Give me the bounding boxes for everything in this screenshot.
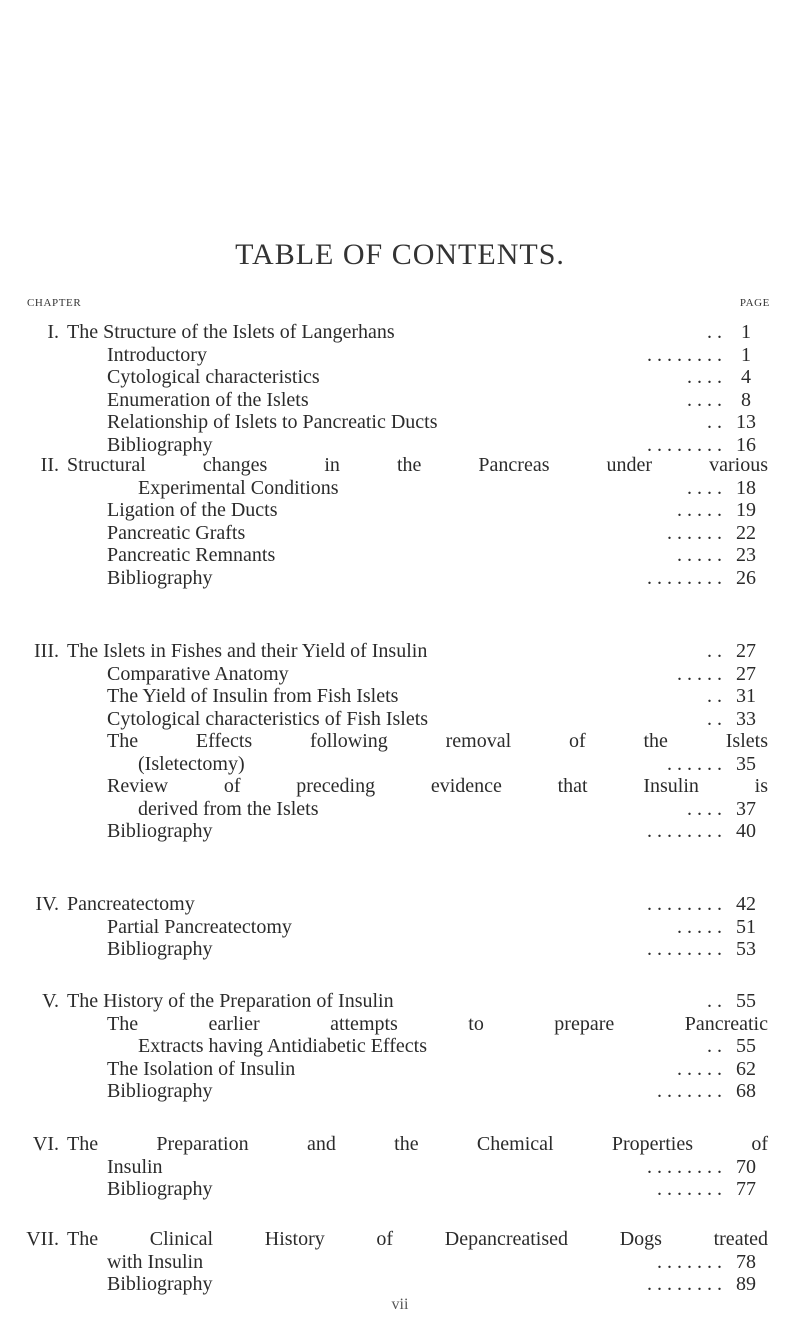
toc-chapter-title xyxy=(0,892,800,916)
toc-entry xyxy=(0,1012,800,1036)
toc-entry-text: Experimental Conditions xyxy=(138,476,339,499)
toc-page-number: 23 xyxy=(736,544,756,566)
leader-dots: . . . . . xyxy=(677,544,722,566)
toc-page-number: 37 xyxy=(736,797,756,820)
toc-entry-text: The Isolation of Insulin xyxy=(107,1057,296,1080)
chapter-numeral-text: V. xyxy=(42,990,59,1012)
toc-entry-text: Bibliography xyxy=(107,820,213,842)
toc-entry xyxy=(0,915,800,939)
toc-entry-text: (Isletectomy) xyxy=(138,752,245,775)
toc-entry xyxy=(0,752,800,776)
toc-entry-text: The Effects following removal of the Islets xyxy=(107,730,768,752)
toc-page-number: 31 xyxy=(736,685,756,707)
leader-dots: . . xyxy=(707,990,722,1012)
toc-entry-text: Bibliography xyxy=(107,1273,213,1295)
leader-dots: . . . . xyxy=(687,797,722,820)
toc-page-number: 4 xyxy=(741,366,751,388)
toc-page-number: 89 xyxy=(736,1273,756,1295)
toc-entry-text: derived from the Islets xyxy=(138,797,319,820)
leader-dots: . . . . . xyxy=(677,915,722,938)
toc-entry xyxy=(0,707,800,731)
toc-page-number: 62 xyxy=(736,1057,756,1080)
toc-entry-text: Bibliography xyxy=(107,1080,213,1102)
chapter-numeral-text: III. xyxy=(34,640,59,662)
toc-page-number: 53 xyxy=(736,938,756,960)
toc-entry xyxy=(0,684,800,708)
toc-entry-text: Pancreatic Remnants xyxy=(107,544,276,566)
toc-page-number: 40 xyxy=(736,820,756,842)
leader-dots: . . xyxy=(707,640,722,662)
leader-dots: . . . . xyxy=(687,366,722,388)
toc-page-number: 35 xyxy=(736,752,756,775)
toc-entry-text: Introductory xyxy=(107,343,207,366)
toc-entry xyxy=(0,521,800,545)
toc-chapter-title xyxy=(0,453,800,477)
toc-entry-text: Pancreatic Grafts xyxy=(107,521,246,544)
toc-entry-text: Cytological characteristics xyxy=(107,366,320,388)
toc-entry xyxy=(0,476,800,500)
leader-dots: . . xyxy=(707,321,722,343)
toc-page-number: 8 xyxy=(741,388,751,411)
leader-dots: . . . . . . xyxy=(667,521,722,544)
leader-dots: . . . . . . xyxy=(667,752,722,775)
chapter-numeral-text: I. xyxy=(47,321,59,343)
toc-entry xyxy=(0,729,800,753)
leader-dots: . . . . . xyxy=(677,499,722,521)
leader-dots: . . . . . . . . xyxy=(647,938,722,960)
toc-page-number: 16 xyxy=(736,433,756,456)
toc-chapter-title xyxy=(0,1132,800,1156)
toc-entry xyxy=(0,937,800,961)
toc-entry xyxy=(0,566,800,590)
toc-entry xyxy=(0,365,800,389)
toc-page-number: 78 xyxy=(736,1250,756,1273)
leader-dots: . . . . . xyxy=(677,1057,722,1080)
toc-page-number: 33 xyxy=(736,707,756,730)
toc-entry-text: Enumeration of the Islets xyxy=(107,388,309,411)
chapter-numeral-text: VI. xyxy=(32,1133,59,1155)
toc-entry-text: Bibliography xyxy=(107,566,213,589)
toc-entry xyxy=(0,1177,800,1201)
leader-dots: . . xyxy=(707,411,722,433)
chapter-numeral-text: VII. xyxy=(26,1228,59,1250)
toc-entry-text: Insulin xyxy=(107,1155,163,1178)
leader-dots: . . . . . . . xyxy=(657,1250,722,1273)
toc-entry xyxy=(0,1034,800,1058)
toc-chapter-title xyxy=(0,639,800,663)
toc-page-number: 70 xyxy=(736,1155,756,1178)
toc-entry xyxy=(0,819,800,843)
toc-entry xyxy=(0,343,800,367)
toc-page-number: 68 xyxy=(736,1080,756,1102)
toc-entry xyxy=(0,1272,800,1296)
toc-entry-text: Review of preceding evidence that Insulin is xyxy=(107,775,768,797)
toc-entry-text: Relationship of Islets to Pancreatic Ducts xyxy=(107,411,438,433)
toc-entry xyxy=(0,774,800,798)
toc-entry xyxy=(0,410,800,434)
toc-entry-text: The Clinical History of Depancreatised Dogs treated xyxy=(67,1228,768,1250)
leader-dots: . . . . . . . xyxy=(657,1080,722,1102)
toc-page-number: 27 xyxy=(736,662,756,685)
toc-page-number: 55 xyxy=(736,990,756,1012)
leader-dots: . . . . . . . . xyxy=(647,566,722,589)
toc-entry xyxy=(0,797,800,821)
leader-dots: . . . . xyxy=(687,388,722,411)
toc-page-number: 18 xyxy=(736,476,756,499)
leader-dots: . . xyxy=(707,707,722,730)
toc-entry-text: Partial Pancreatectomy xyxy=(107,915,292,938)
toc-entry-text: Structural changes in the Pancreas under various xyxy=(67,454,768,476)
toc-page-number: 19 xyxy=(736,499,756,521)
leader-dots: . . . . . . . xyxy=(657,1178,722,1200)
toc-chapter-title xyxy=(0,989,800,1013)
page-column-label: PAGE xyxy=(739,297,770,309)
toc-page-number: 1 xyxy=(741,321,751,343)
leader-dots: . . . . . xyxy=(677,662,722,685)
leader-dots: . . . . . . . . xyxy=(647,433,722,456)
toc-entry-text: Pancreatectomy xyxy=(67,893,195,915)
toc-page-number: 26 xyxy=(736,566,756,589)
leader-dots: . . . . . . . . xyxy=(647,820,722,842)
toc-entry xyxy=(0,388,800,412)
toc-entry-text: The Islets in Fishes and their Yield of Insulin xyxy=(67,640,428,662)
toc-entry-text: Bibliography xyxy=(107,938,213,960)
leader-dots: . . . . . . . . xyxy=(647,893,722,915)
toc-entry-text: Comparative Anatomy xyxy=(107,662,289,685)
toc-entry xyxy=(0,498,800,522)
toc-page-number: 27 xyxy=(736,640,756,662)
chapter-numeral-text: II. xyxy=(40,454,59,476)
toc-page-number: 22 xyxy=(736,521,756,544)
toc-entry-text: Cytological characteristics of Fish Islets xyxy=(107,707,429,730)
toc-page-number: 55 xyxy=(736,1035,756,1057)
toc-chapter-title xyxy=(0,320,800,344)
toc-entry xyxy=(0,543,800,567)
toc-entry-text: The earlier attempts to prepare Pancreatic xyxy=(107,1012,768,1035)
toc-entry xyxy=(0,1250,800,1274)
toc-entry xyxy=(0,1155,800,1179)
toc-page-number: 1 xyxy=(741,343,751,366)
leader-dots: . . xyxy=(707,685,722,707)
leader-dots: . . . . . . . . xyxy=(647,1155,722,1178)
chapter-column-label: CHAPTER xyxy=(27,297,82,309)
toc-page-number: 51 xyxy=(736,915,756,938)
toc-page-number: 77 xyxy=(736,1178,756,1200)
toc-entry-text: The History of the Preparation of Insulin xyxy=(67,990,394,1012)
toc-page-number: 42 xyxy=(736,893,756,915)
toc-entry-text: Extracts having Antidiabetic Effects xyxy=(138,1035,427,1057)
toc-entry-text: Bibliography xyxy=(107,433,213,456)
toc-page-number: 13 xyxy=(736,411,756,433)
toc-entry xyxy=(0,662,800,686)
toc-entry-text: The Structure of the Islets of Langerhans xyxy=(67,321,395,343)
toc-entry-text: with Insulin xyxy=(107,1250,204,1273)
toc-entry xyxy=(0,1057,800,1081)
toc-chapter-title xyxy=(0,1227,800,1251)
toc-entry-text: The Yield of Insulin from Fish Islets xyxy=(107,685,399,707)
leader-dots: . . . . . . . . xyxy=(647,1273,722,1295)
toc-entry-text: Ligation of the Ducts xyxy=(107,499,278,521)
page-title: TABLE OF CONTENTS. xyxy=(235,238,565,271)
leader-dots: . . . . . . . . xyxy=(647,343,722,366)
toc-entry-text: The Preparation and the Chemical Properties of xyxy=(67,1133,768,1155)
page-folio: vii xyxy=(391,1296,409,1313)
leader-dots: . . . . xyxy=(687,476,722,499)
toc-entry-text: Bibliography xyxy=(107,1178,213,1200)
toc-entry xyxy=(0,1079,800,1103)
leader-dots: . . xyxy=(707,1035,722,1057)
chapter-numeral-text: IV. xyxy=(35,893,59,915)
